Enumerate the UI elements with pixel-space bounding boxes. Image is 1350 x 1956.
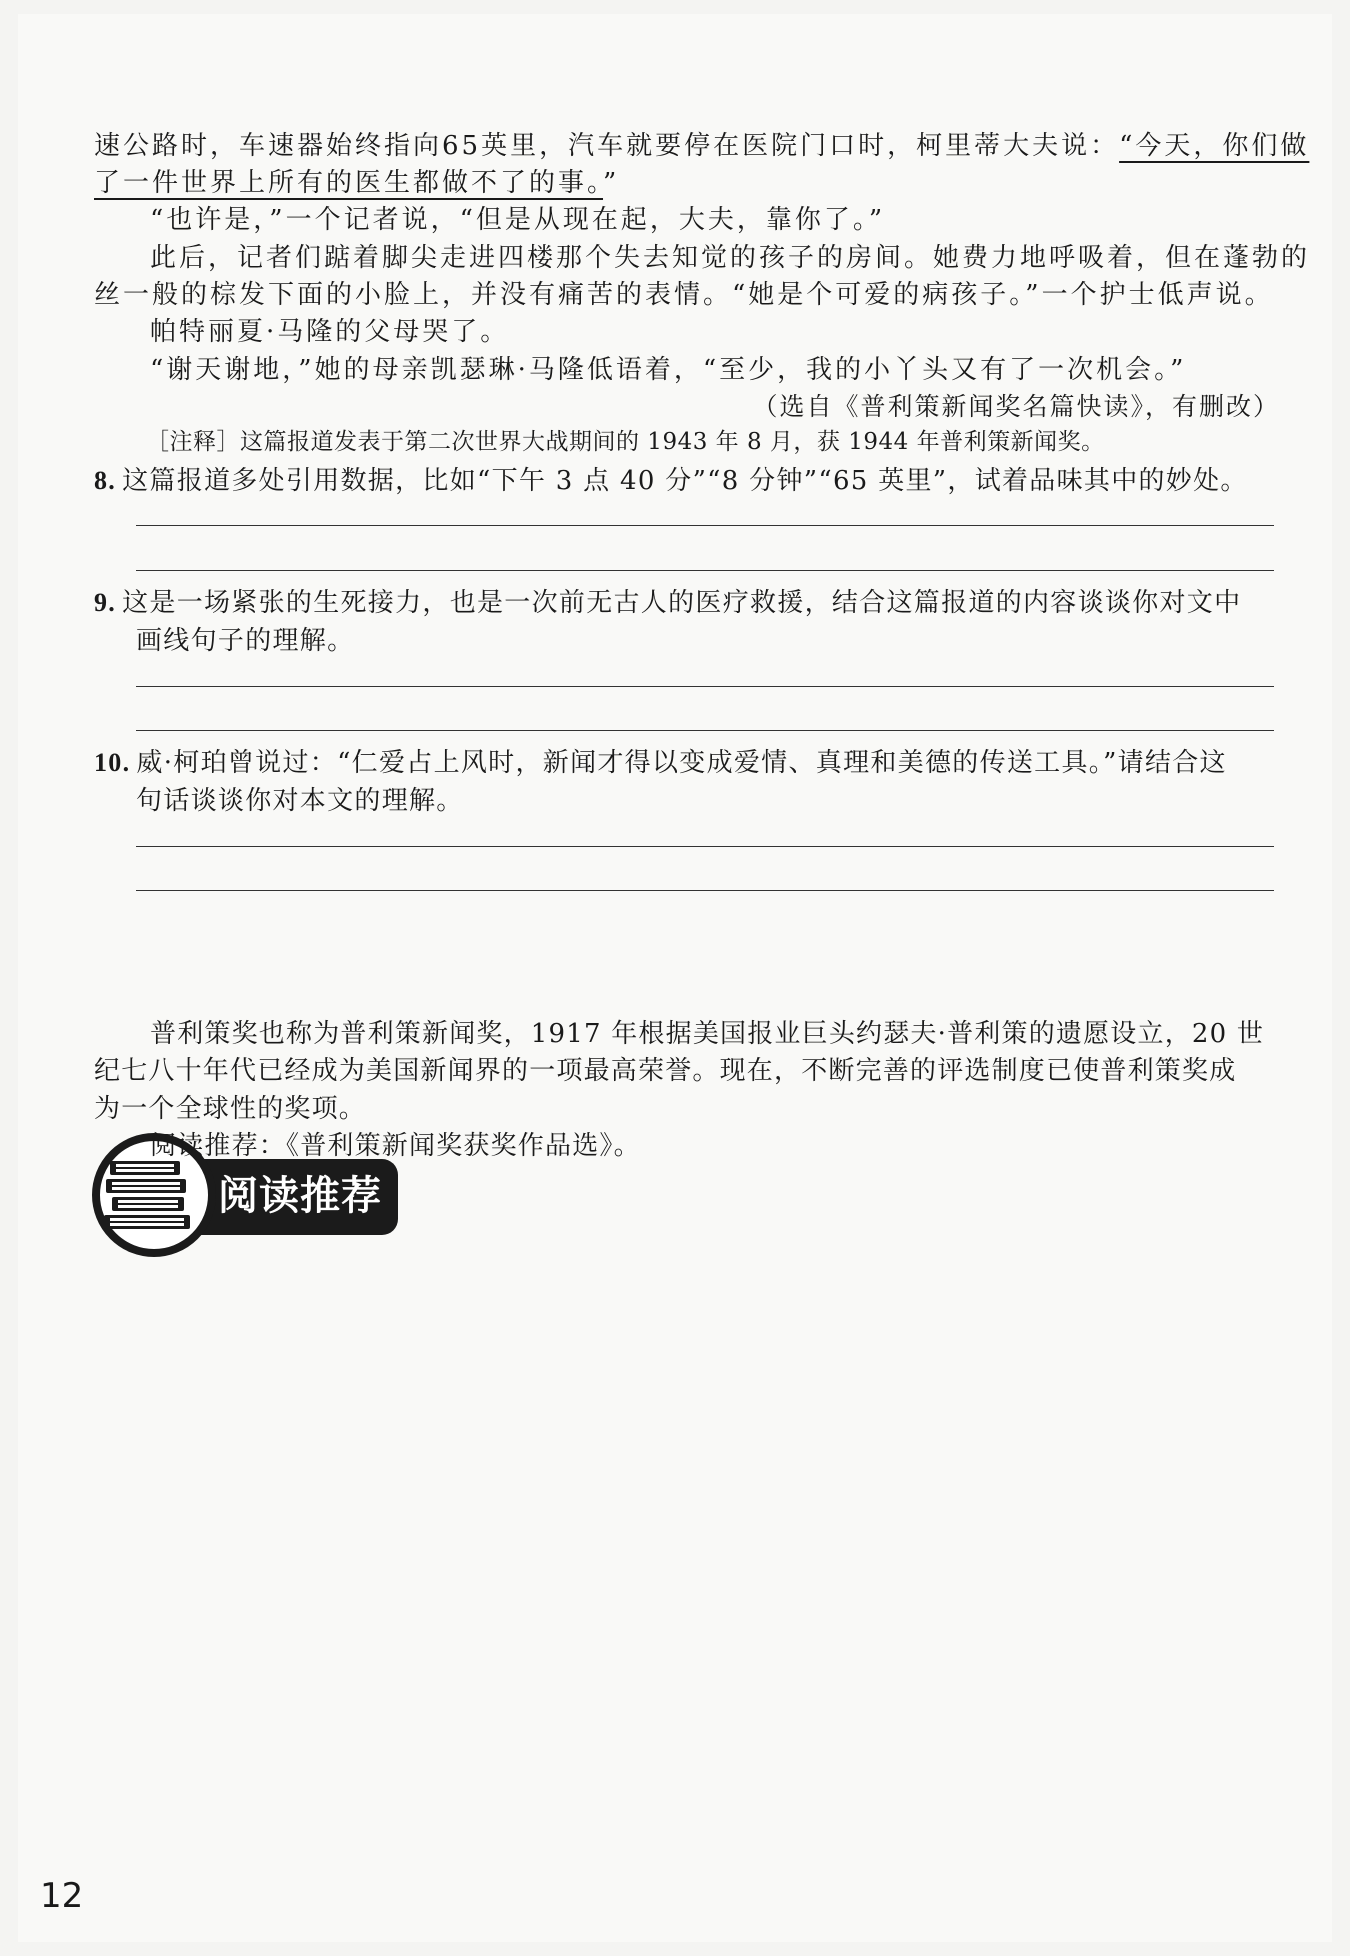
books-icon	[104, 1157, 200, 1233]
answer-line[interactable]	[136, 525, 1274, 526]
answer-line[interactable]	[136, 570, 1274, 571]
question-number: 9.	[94, 588, 117, 617]
recommend-line-3: 为一个全球性的奖项。	[94, 1094, 367, 1124]
source-citation: （选自《普利策新闻奖名篇快读》，有删改）	[752, 392, 1280, 421]
answer-line[interactable]	[136, 686, 1274, 687]
answer-line[interactable]	[136, 730, 1274, 731]
question-10-continued: 句话谈谈你对本文的理解。	[136, 786, 464, 816]
underlined-sentence-end: 了一件世界上所有的医生都做不了的事。	[94, 168, 604, 198]
story-line-6: 帕特丽夏·马隆的父母哭了。	[150, 317, 510, 347]
question-9	[94, 585, 1241, 621]
story-line-7: “谢天谢地，”她的母亲凯瑟琳·马隆低语着，“至少，我的小丫头又有了一次机会。”	[150, 355, 1187, 385]
story-line-5: 丝一般的棕发下面的小脸上，并没有痛苦的表情。“她是个可爱的病孩子。”一个护士低声说。	[94, 280, 1274, 310]
question-8	[94, 463, 1248, 499]
question-9-continued: 画线句子的理解。	[136, 626, 355, 656]
question-text: 威·柯珀曾说过：“仁爱占上风时，新闻才得以变成爱情、真理和美德的传送工具。”请结合这	[136, 748, 1227, 778]
recommend-line-1: 普利策奖也称为普利策新闻奖，1917 年根据美国报业巨头约瑟夫·普利策的遗愿设立，20 世	[150, 1019, 1265, 1049]
annotation-note: ［注释］这篇报道发表于第二次世界大战期间的 1943 年 8 月，获 1944 年普利策新闻奖。	[146, 429, 1105, 455]
answer-line[interactable]	[136, 890, 1274, 891]
story-line-1-text: 速公路时，车速器始终指向65英里，汽车就要停在医院门口时，柯里蒂大夫说：	[94, 131, 1120, 161]
badge-label: 阅读推荐	[218, 1173, 382, 1219]
recommended-book: 阅读推荐：《普利策新闻奖获奖作品选》。	[150, 1131, 641, 1161]
question-text: 这是一场紧张的生死接力，也是一次前无古人的医疗救援，结合这篇报道的内容谈谈你对文中	[122, 588, 1242, 618]
recommend-line-2: 纪七八十年代已经成为美国新闻界的一项最高荣誉。现在，不断完善的评选制度已使普利策奖成	[94, 1056, 1237, 1086]
underlined-sentence-start: “今天，你们做	[1119, 131, 1310, 161]
question-10	[94, 745, 1227, 781]
answer-line[interactable]	[136, 846, 1274, 847]
story-line-1	[94, 128, 1309, 164]
question-number: 8.	[94, 466, 117, 495]
story-line-3: “也许是，”一个记者说，“但是从现在起，大夫，靠你了。”	[150, 205, 886, 235]
story-line-2	[94, 165, 619, 201]
question-text: 这篇报道多处引用数据，比如“下午 3 点 40 分”“8 分钟”“65 英里”，试着品味其中的妙处。	[122, 466, 1248, 496]
story-line-4: 此后，记者们踮着脚尖走进四楼那个失去知觉的孩子的房间。她费力地呼吸着，但在蓬勃的	[150, 243, 1311, 273]
page-number: 12	[40, 1876, 84, 1916]
closing-quote: ”	[603, 168, 620, 198]
question-number: 10.	[94, 748, 131, 777]
